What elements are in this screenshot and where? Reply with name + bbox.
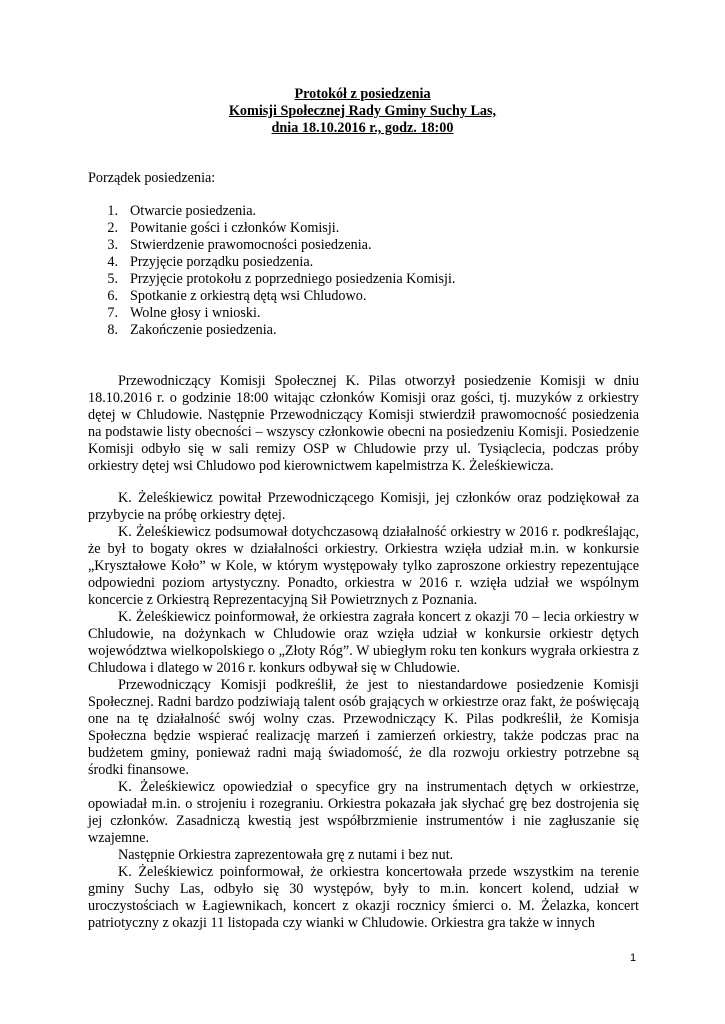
- paragraph-opening: [88, 373, 639, 475]
- agenda-item-number: 8.: [107, 322, 118, 338]
- agenda-item-number: 5.: [107, 271, 118, 287]
- agenda-heading: Porządek posiedzenia:: [88, 170, 216, 186]
- title-line-1: Protokół z posiedzenia: [294, 86, 431, 102]
- paragraph-group-orchestra: [88, 490, 639, 932]
- paragraph-text: K. Żeleśkiewicz poinformował, że orkiestra koncertowała przede wszystkim na terenie gminy Suchy Las, odbyło się 30 występów, były to m.in. koncert kolend, udział w uroczystościach w Łagiewnikach, koncert z okazji rocznicy śmierci o. M. Żelazka, koncert patriotyczny z okazji 11 listopada czy wianki w Chludowie. Orkiestra gra także w innych: [88, 864, 639, 931]
- agenda-list: [102, 203, 455, 339]
- paragraph-text: Następnie Orkiestra zaprezentowała grę z nutami i bez nut.: [118, 847, 454, 863]
- agenda-item-number: 3.: [107, 237, 118, 253]
- agenda-item-number: 2.: [107, 220, 118, 236]
- paragraph-text: Przewodniczący Komisji Społecznej K. Pilas otworzył posiedzenie Komisji w dniu 18.10.2016 r. o godzinie 18:00 witając członków Komisji oraz gości, tj. muzyków z orkiestry dętej w Chludowie. Następnie Przewodniczący Komisji stwierdził prawomocność posiedzenia na podstawie listy obecności – wszyscy członkowie obecni na posiedzeniu Komisji. Posiedzenie Komisji odbyło się w sali remizy OSP w Chludowie przy ul. Tysiąclecia, podczas próby orkiestry dętej wsi Chludowo pod kierownictwem kapelmistrza K. Żeleśkiewicza.: [88, 373, 639, 474]
- agenda-item-number: 7.: [107, 305, 118, 321]
- paragraph-text: K. Żeleśkiewicz poinformował, że orkiestra zagrała koncert z okazji 70 – lecia orkiestry w Chludowie, na dożynkach w Chludowie oraz wzięła udział w konkursie orkiestr dętych województwa wielkopolskiego o „Złoty Róg”. W ubiegłym roku ten konkurs wygrała orkiestra z Chludowa i dlatego w 2016 r. konkurs odbywał się w Chludowie.: [88, 609, 639, 676]
- agenda-item-text: Wolne głosy i wnioski.: [130, 305, 261, 321]
- paragraph-text: K. Żeleśkiewicz powitał Przewodniczącego Komisji, jej członków oraz podziękował za przybycie na próbę orkiestry dętej.: [88, 490, 639, 523]
- agenda-item-text: Przyjęcie porządku posiedzenia.: [130, 254, 314, 270]
- agenda-item: [102, 203, 455, 220]
- agenda-item-text: Spotkanie z orkiestrą dętą wsi Chludowo.: [130, 288, 367, 304]
- agenda-item-text: Przyjęcie protokołu z poprzedniego posiedzenia Komisji.: [130, 271, 456, 287]
- agenda-item: [102, 305, 455, 322]
- agenda-item: [102, 254, 455, 271]
- agenda-item-number: 1.: [107, 203, 118, 219]
- agenda-item-text: Otwarcie posiedzenia.: [130, 203, 257, 219]
- title-line-3: dnia 18.10.2016 r., godz. 18:00: [271, 120, 454, 136]
- page-number: 1: [630, 952, 637, 964]
- document-title: [0, 86, 725, 137]
- agenda-item: [102, 322, 455, 339]
- paragraph-text: K. Żeleśkiewicz opowiedział o specyfice gry na instrumentach dętych w orkiestrze, opowiadał m.in. o strojeniu i rozegraniu. Orkiestra pokazała jak słychać grę bez dostrojenia się jej członków. Zasadniczą kwestią jest współbrzmienie instrumentów i nie zagłuszanie się wzajemne.: [88, 779, 639, 846]
- title-line-2: Komisji Społecznej Rady Gminy Suchy Las,: [228, 103, 497, 119]
- agenda-item: [102, 288, 455, 305]
- agenda-item-text: Stwierdzenie prawomocności posiedzenia.: [130, 237, 372, 253]
- agenda-item-number: 4.: [107, 254, 118, 270]
- agenda-item-text: Powitanie gości i członków Komisji.: [130, 220, 340, 236]
- paragraph-text: Przewodniczący Komisji podkreślił, że jest to niestandardowe posiedzenie Komisji Społecznej. Radni bardzo podziwiają talent osób grających w orkiestrze oraz fakt, że poświęcają one na tę działalność swój wolny czas. Przewodniczący K. Pilas podkreślił, że Komisja Społeczna będzie wspierać realizację marzeń i zamierzeń orkiestry, także podczas prac na budżetem gminy, ponieważ radni mają świadomość, że dla rozwoju orkiestry potrzebne są środki finansowe.: [88, 677, 639, 778]
- agenda-item-number: 6.: [107, 288, 118, 304]
- paragraph-text: K. Żeleśkiewicz podsumował dotychczasową działalność orkiestry w 2016 r. podkreślając, że był to bogaty okres w działalności orkiestry. Orkiestra wzięła udział m.in. w konkursie „Kryształowe Koło” w Kole, w którym występowały tylko zaproszone orkiestry repezentujące odpowiedni poziom artystyczny. Ponadto, orkiestra w 2016 r. wzięła udział we wspólnym koncercie z Orkiestrą Reprezentacyjną Sił Powietrznych z Poznania.: [88, 524, 639, 608]
- agenda-item: [102, 271, 455, 288]
- agenda-item: [102, 237, 455, 254]
- agenda-item-text: Zakończenie posiedzenia.: [130, 322, 277, 338]
- agenda-item: [102, 220, 455, 237]
